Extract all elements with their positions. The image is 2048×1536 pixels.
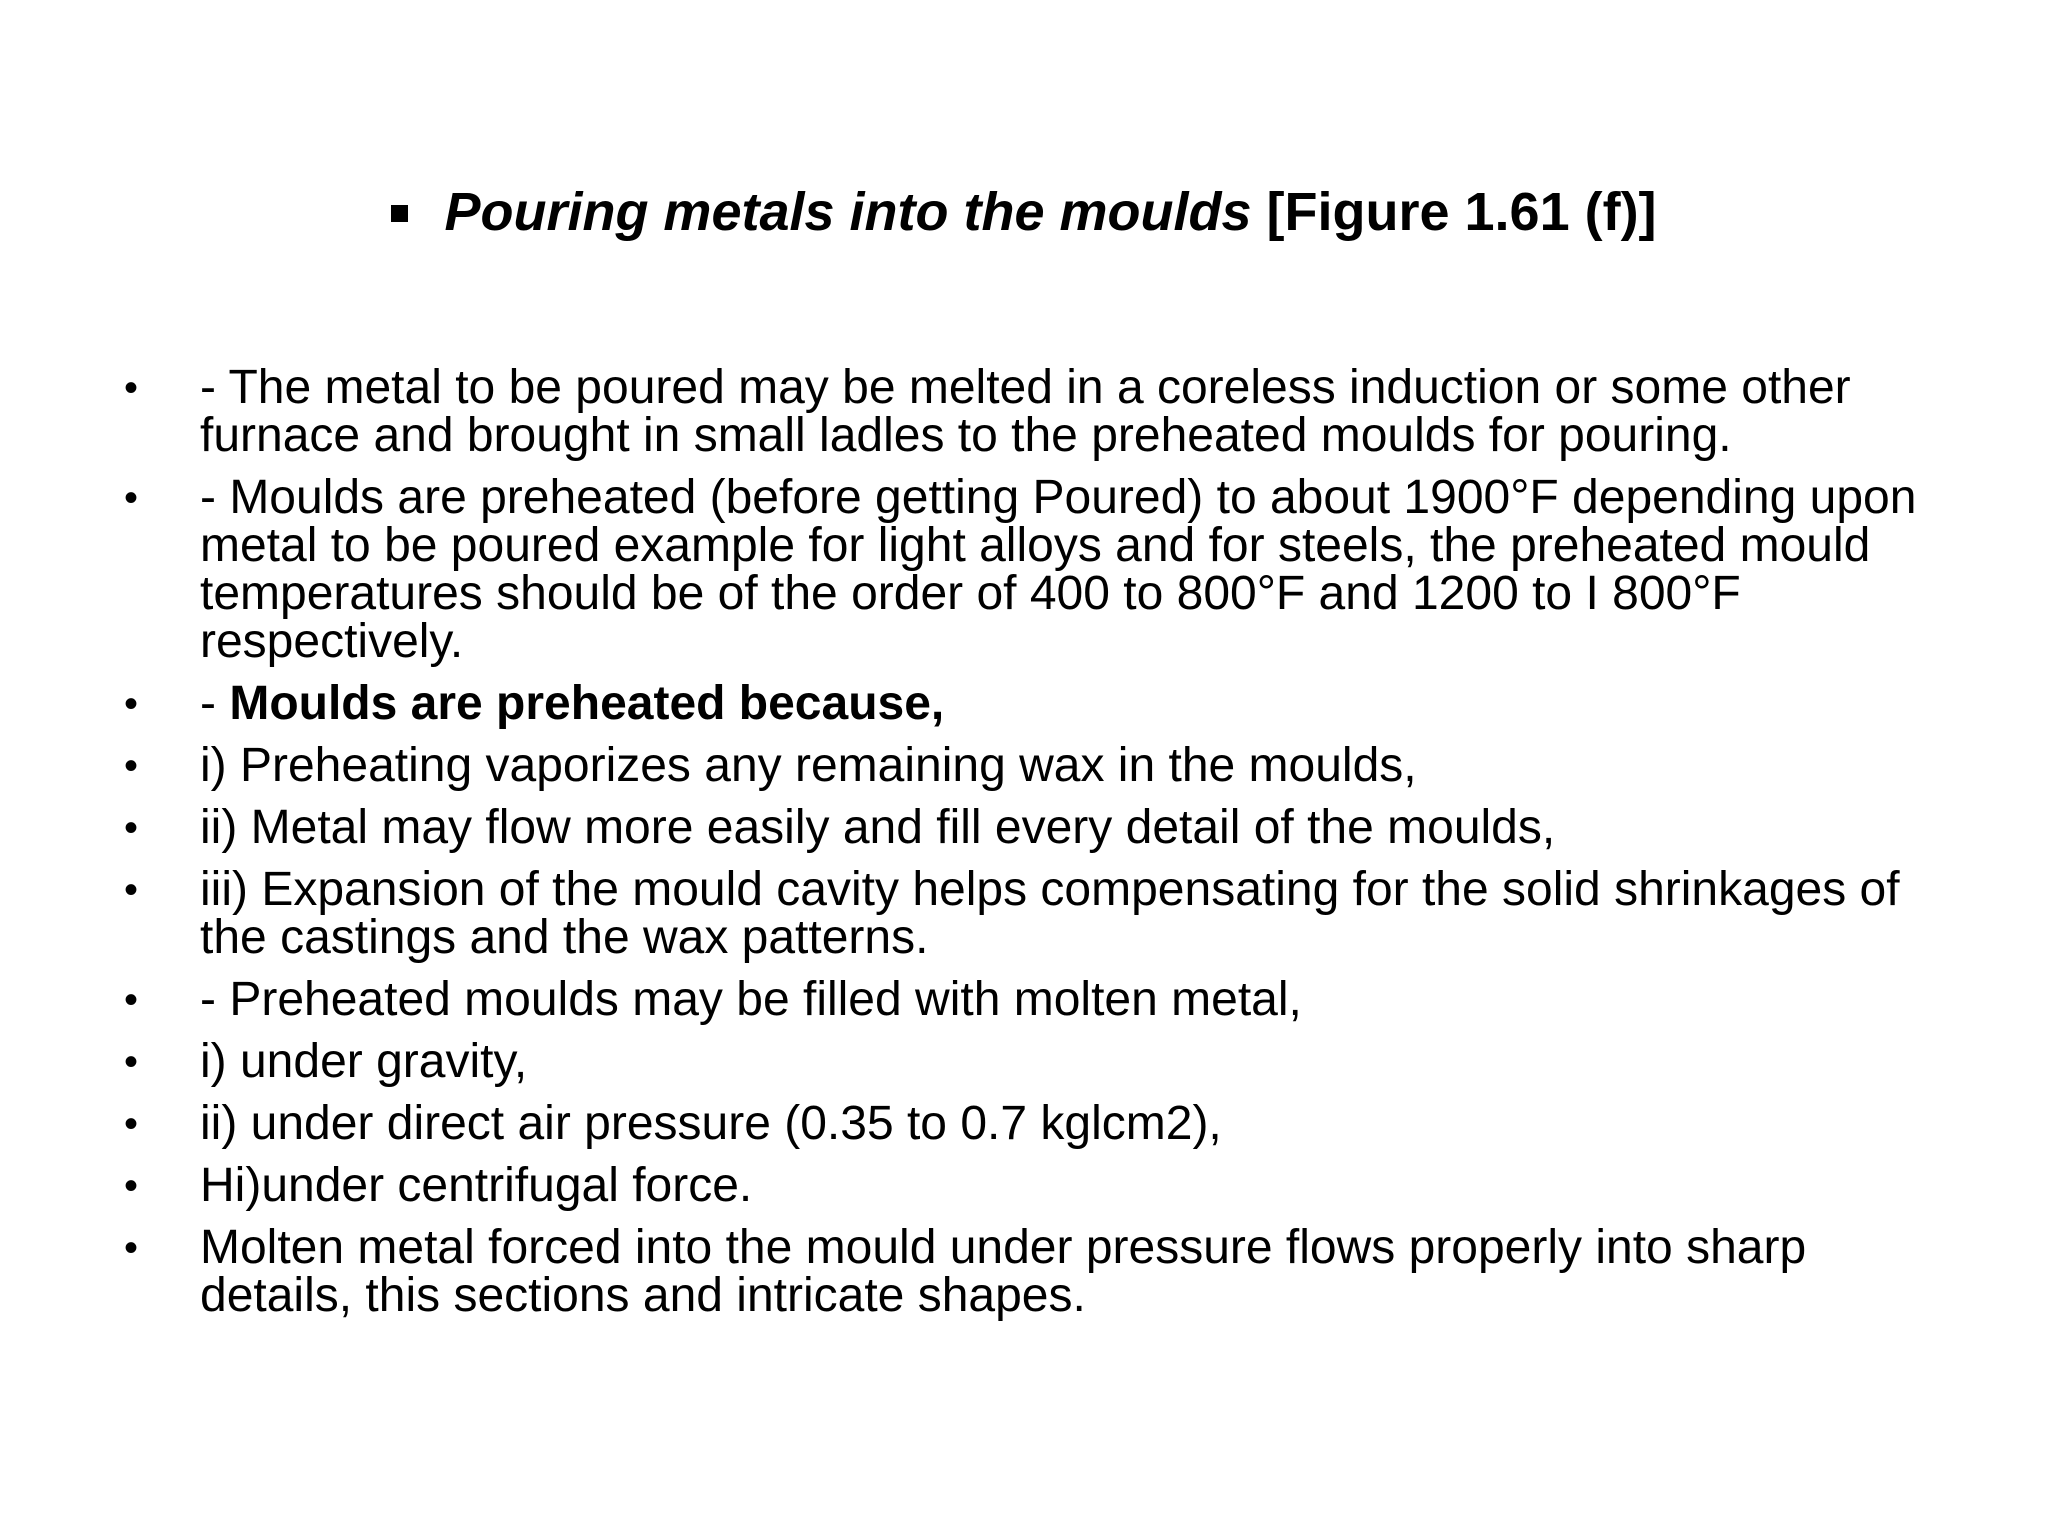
bullet-dot-icon: • — [124, 366, 139, 410]
list-item-text: i) Preheating vaporizes any remaining wax in the moulds, — [200, 739, 1417, 792]
bullet-dot-icon: • — [124, 1226, 139, 1270]
bullet-dot-icon: • — [124, 1040, 139, 1084]
list-item-text: Molten metal forced into the mould under pressure flows properly into sharp details, this sections and intricate shapes. — [200, 1221, 1807, 1322]
bullet-list — [120, 361, 1940, 1334]
list-item — [120, 1221, 1940, 1322]
list-item-text: - Preheated moulds may be filled with molten metal, — [200, 973, 1302, 1026]
list-item-text: Hi)under centrifugal force. — [200, 1159, 753, 1212]
list-item — [120, 1097, 1940, 1150]
bullet-dot-icon: • — [124, 682, 139, 726]
square-bullet-icon — [391, 205, 408, 222]
bullet-dot-icon: • — [124, 978, 139, 1022]
bullet-dot-icon: • — [124, 806, 139, 850]
list-item — [120, 739, 1940, 792]
list-item-text: - The metal to be poured may be melted in a coreless induction or some other furnace and brought in small ladles to the preheated moulds for pouring. — [200, 361, 1851, 462]
list-item-text: i) under gravity, — [200, 1035, 528, 1088]
list-item — [120, 677, 1940, 730]
list-item-text: ii) Metal may flow more easily and fill every detail of the moulds, — [200, 801, 1556, 854]
list-item — [120, 801, 1940, 854]
bullet-dot-icon: • — [124, 476, 139, 520]
list-item-text: iii) Expansion of the mould cavity helps compensating for the solid shrinkages of the castings and the wax patterns. — [200, 863, 1900, 964]
bullet-dot-icon: • — [124, 868, 139, 912]
list-item-prefix: - — [200, 677, 230, 730]
list-item — [120, 1159, 1940, 1212]
list-item-text: - Moulds are preheated (before getting Poured) to about 1900°F depending upon metal to be poured example for light alloys and for steels, the preheated mould temperatures should be of the order of 400 to 800°F and 1200 to I 800°F respectively. — [200, 471, 1917, 668]
bullet-dot-icon: • — [124, 744, 139, 788]
list-item — [120, 973, 1940, 1026]
list-item — [120, 471, 1940, 668]
list-item — [120, 863, 1940, 964]
list-item-text: ii) under direct air pressure (0.35 to 0.7 kglcm2), — [200, 1097, 1222, 1150]
list-item — [120, 1035, 1940, 1088]
title-figure-reference: [Figure 1.61 (f)] — [1266, 182, 1657, 242]
list-item — [120, 361, 1940, 462]
slide-title — [0, 176, 2048, 248]
bullet-dot-icon: • — [124, 1164, 139, 1208]
list-item-bold-text: Moulds are preheated because, — [229, 677, 945, 730]
bullet-dot-icon: • — [124, 1102, 139, 1146]
title-italic: Pouring metals into the moulds — [444, 182, 1252, 242]
